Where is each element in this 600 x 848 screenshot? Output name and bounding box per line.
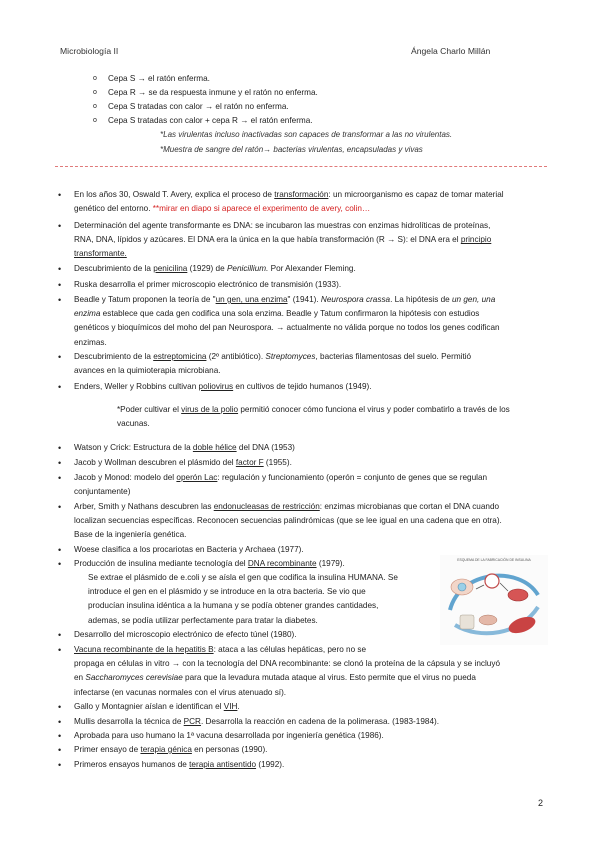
list-item: • Beadle y Tatum proponen la teoría de "un gen, una enzima" (1941). Neurospora crassa. La hipótesis de un gen, una enzima establece que cada gen codifica una sola enzima. Beadle y Tatum confirmaron la hipótesis con estudios genéticos y bioquímicos del moho del pan Neurospora. → actualmente no válida porque no todos los genes codifican enzimas. (58, 295, 500, 347)
note: *Las virulentas incluso inactivadas son capaces de transformar a las no virulentas. (160, 130, 453, 139)
list-item: • Descubrimiento de la estreptomicina (2º antibiótico). Streptomyces, bacterias filamentosas del suelo. Permitió avances en la quimioterapia microbiana. (58, 352, 472, 376)
list-item: • Ruska desarrolla el primer microscopio electrónico de transmisión (1933). (58, 280, 342, 290)
insulina-detail: Se extrae el plásmido de e.coli y se aísla el gen que codifica la insulina HUMANA. Se introduce el gen en el plásmido y se introduce en la otra bacteria. Se vio que producían insulina idéntica a la humana y se podía obtener grandes cantidades, ademas, se podía utilizar perfectamente para tratar la diabetes. (88, 573, 398, 625)
list-item: • Descubrimiento de la penicilina (1929) de Penicillium. Por Alexander Fleming. (58, 264, 356, 274)
list-item: • Gallo y Montagnier aíslan e identifican el VIH. (58, 702, 240, 712)
list-item: • Producción de insulina mediante tecnología del DNA recombinante (1979). (58, 559, 345, 569)
list-item: • Primer ensayo de terapia génica en personas (1990). (58, 745, 268, 755)
diagram-title: ESQUEMA DE LA FABRICACIÓN DE INSULINA (457, 558, 531, 562)
list-item: • Jacob y Monod: modelo del operón Lac: regulación y funcionamiento (operón = conjunto de genes que se regulan conjuntamente) (58, 473, 488, 497)
note: *Poder cultivar el virus de la polio permitió conocer cómo funciona el virus y poder combatirlo a través de los vacunas. (117, 405, 510, 429)
list-item: • Jacob y Wollman descubren el plásmido del factor F (1955). (58, 458, 292, 468)
list-item: • Desarrollo del microscopio electrónico de efecto túnel (1980). (58, 630, 297, 640)
list-item: • Vacuna recombinante de la hepatitis B: ataca a las células hepáticas, pero no se propaga en células in vitro → con la tecnología del DNA recombinante: se clonó la proteína de la cápsula y se incluyó en Saccharomyces cerevisiae para que la levadura mutada ataque al virus. Esto permite que el virus no pueda infectarse (en vacunas normales con el virus atenuado sí). (58, 645, 501, 697)
list-item: • Aprobada para uso humano la 1ª vacuna desarrollada por ingeniería genética (1986). (58, 731, 384, 741)
course-header: Microbiología II (60, 46, 119, 56)
list-item: • Watson y Crick: Estructura de la doble hélice del DNA (1953) (58, 443, 295, 453)
list-item: o Cepa S → el ratón enferma. (93, 74, 210, 83)
list-item: • Woese clasifica a los procariotas en Bacteria y Archaea (1977). (58, 545, 304, 555)
author-header: Ángela Charlo Millán (411, 46, 491, 56)
list-item: • Arber, Smith y Nathans descubren las endonucleasas de restricción: enzimas microbianas que cortan el DNA cuando localizan secuencias específicas. Reconocen secuencias palindrómicas (que se lee igual en una cadena que en otra). Base de la ingeniería genética. (58, 502, 502, 540)
list-item: • Mullis desarrolla la técnica de PCR. Desarrolla la reacción en cadena de la polimerasa. (1983-1984). (58, 717, 439, 727)
divider (55, 166, 547, 167)
list-item: • Determinación del agente transformante es DNA: se incubaron las muestras con enzimas hidrolíticas de proteínas, RNA, DNA, lípidos y azúcares. El DNA era la única en la que había transformación (R → S): el DNA era el principio transformante. (58, 221, 492, 259)
list-item: o Cepa S tratadas con calor → el ratón no enferma. (93, 102, 289, 111)
list-item: • En los años 30, Oswald T. Avery, explica el proceso de transformación: un microorganismo es capaz de tomar material genético del entorno. **mirar en diapo si aparece el experimento de avery, colin… (58, 190, 504, 214)
list-item: o Cepa R → se da respuesta inmune y el ratón no enferma. (93, 88, 318, 97)
list-item: • Enders, Weller y Robbins cultivan poliovirus en cultivos de tejido humanos (1949). (58, 382, 372, 392)
note: *Muestra de sangre del ratón→ bacterias virulentas, encapsuladas y vivas (160, 145, 423, 154)
page-number: 2 (538, 798, 544, 808)
list-item: • Primeros ensayos humanos de terapia antisentido (1992). (58, 760, 285, 770)
list-item: o Cepa S tratadas con calor + cepa R → el ratón enferma. (93, 116, 313, 125)
